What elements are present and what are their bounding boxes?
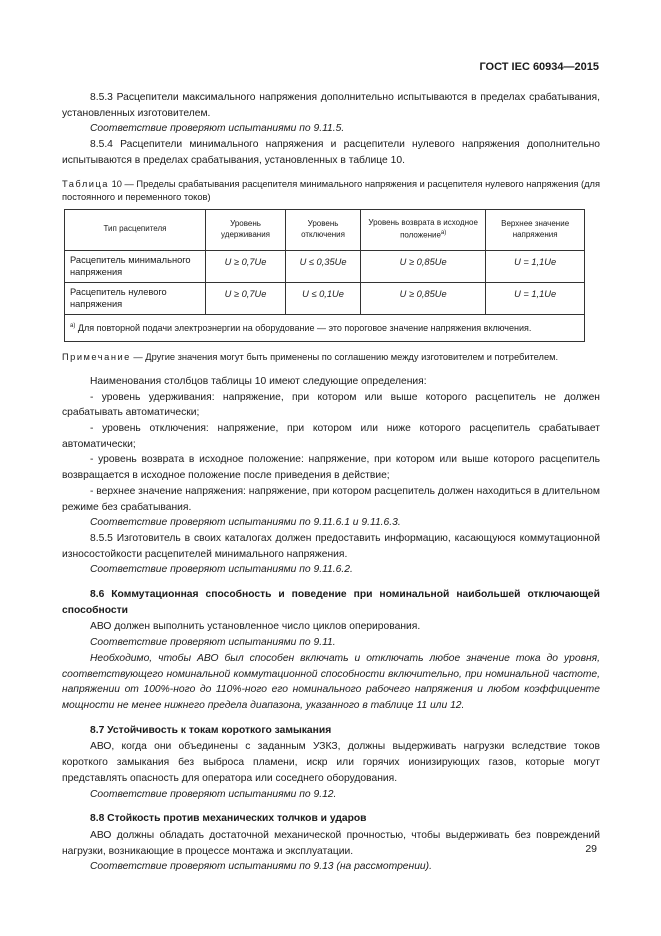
hold-value: U ≥ 0,7Ue [206,250,286,282]
section-8-6-p1: АВО должен выполнить установленное число циклов оперирования. [90,621,421,633]
table-caption-text: 10 — Пределы срабатывания расцепителя минимального напряжения и расцепителя нулевого напряжения (для постоянного и переменного токов) [62,178,600,202]
list-item: - уровень удерживания: напряжение, при котором или выше которого расцепитель не должен срабатывать автоматически; [62,391,600,419]
return-value: U ≥ 0,85Ue [361,250,486,282]
section-8-7-check: Соответствие проверяют испытаниями по 9.12. [90,788,337,800]
col-upper-header: Верхнее значение напряжения [486,209,585,250]
section-8-7-heading: 8.7 Устойчивость к токам короткого замыкания [90,724,332,736]
section-8-6-check: Соответствие проверяют испытаниями по 9.11. [90,637,336,649]
document-body [62,90,600,875]
col-return-header-text: Уровень возврата в исходное положение [368,217,478,240]
clause-8-5-5-check: Соответствие проверяют испытаниями по 9.11.6.2. [90,564,353,576]
table-row [65,250,585,282]
section-8-8-check: Соответствие проверяют испытаниями по 9.13 (на рассмотрении). [90,861,432,873]
page-number: 29 [585,843,597,855]
list-item: - уровень отключения: напряжение, при котором или ниже которого расцепитель срабатывает автоматически; [62,423,600,450]
clause-8-5-5: 8.5.5 Изготовитель в своих каталогах должен предоставить информацию, касающуюся коммутационной износостойкости расцепителей минимального напряжения. [62,532,600,560]
clause-8-5-3: 8.5.3 Расцепители максимального напряжения дополнительно испытываются в пределах срабатывания, установленных изготовителем. [62,92,600,119]
section-8-7-p1: АВО, когда они объединены с заданным УЗКЗ, должны выдерживать нагрузки вследствие токов короткого замыкания без выброса пламени, искр или горячих ионизирующих газов, которые могут представлять опасность для оператора или соседнего оборудования. [62,741,600,784]
row-name: Расцепитель минимального напряжения [65,250,206,282]
note [62,351,600,364]
table-10 [64,209,585,343]
col-type-header: Тип расцепителя [65,209,206,250]
note-label: Примечание [62,352,131,363]
trip-value: U ≤ 0,1Ue [286,282,361,314]
columns-intro: Наименования столбцов таблицы 10 имеют следующие определения: [90,375,427,387]
clause-8-5-4: 8.5.4 Расцепители минимального напряжения и расцепители нулевого напряжения дополнительно испытываются в пределах срабатывания, установленных в таблице 10. [62,139,600,166]
table-row [65,282,585,314]
columns-check: Соответствие проверяют испытаниями по 9.11.6.1 и 9.11.6.3. [90,517,401,529]
table-10-caption [62,178,600,204]
section-8-6-p2: Необходимо, чтобы АВО был способен включать и отключать любое значение тока до уровня, соответствующего номинальной коммутационной способности включительно, при номинальной частоте, напряжении от 100%-ного до 110%-ного его номинального рабочего напряжения и любом коэффициенте мощности не менее нижнего предела диапазона, указанного в таблице 11 или 12. [62,652,600,711]
table-caption-label: Таблица [62,178,109,189]
row-name: Расцепитель нулевого напряжения [65,282,206,314]
standard-header: ГОСТ IEC 60934—2015 [479,61,599,73]
col-trip-header: Уровень отключения [286,209,361,250]
list-item: - верхнее значение напряжения: напряжение, при котором расцепитель должен находиться в длительном режиме без срабатывания. [62,485,600,513]
footnote-text: Для повторной подачи электроэнергии на оборудование — это пороговое значение напряжения включения. [77,322,532,333]
upper-value: U = 1,1Ue [486,282,585,314]
footnote-ref: а) [440,230,447,237]
table-footnote [65,314,585,342]
section-8-8-heading: 8.8 Стойкость против механических толчков и ударов [90,813,367,825]
section-8-6-heading: 8.6 Коммутационная способность и поведение при номинальной наибольшей отключающей способности [62,589,600,616]
table-footnote-row [65,314,585,342]
hold-value: U ≥ 0,7Ue [206,282,286,314]
upper-value: U = 1,1Ue [486,250,585,282]
note-text: — Другие значения могут быть применены по соглашению между изготовителем и потребителем. [133,352,559,363]
section-8-8-p1: АВО должны обладать достаточной механической прочностью, чтобы выдерживать без повреждений нагрузки, возникающие в процессе монтажа и эксплуатации. [62,829,600,857]
col-hold-header: Уровень удерживания [206,209,286,250]
table-header-row [65,209,585,250]
return-value: U ≥ 0,85Ue [361,282,486,314]
footnote-mark: а) [70,322,76,329]
list-item: - уровень возврата в исходное положение: напряжение, при котором или выше которого расцепитель возвращается в исходное положение после приведения в действие; [62,454,600,482]
col-return-header [361,209,486,250]
trip-value: U ≤ 0,35Ue [286,250,361,282]
clause-8-5-3-check: Соответствие проверяют испытаниями по 9.11.5. [90,123,345,135]
